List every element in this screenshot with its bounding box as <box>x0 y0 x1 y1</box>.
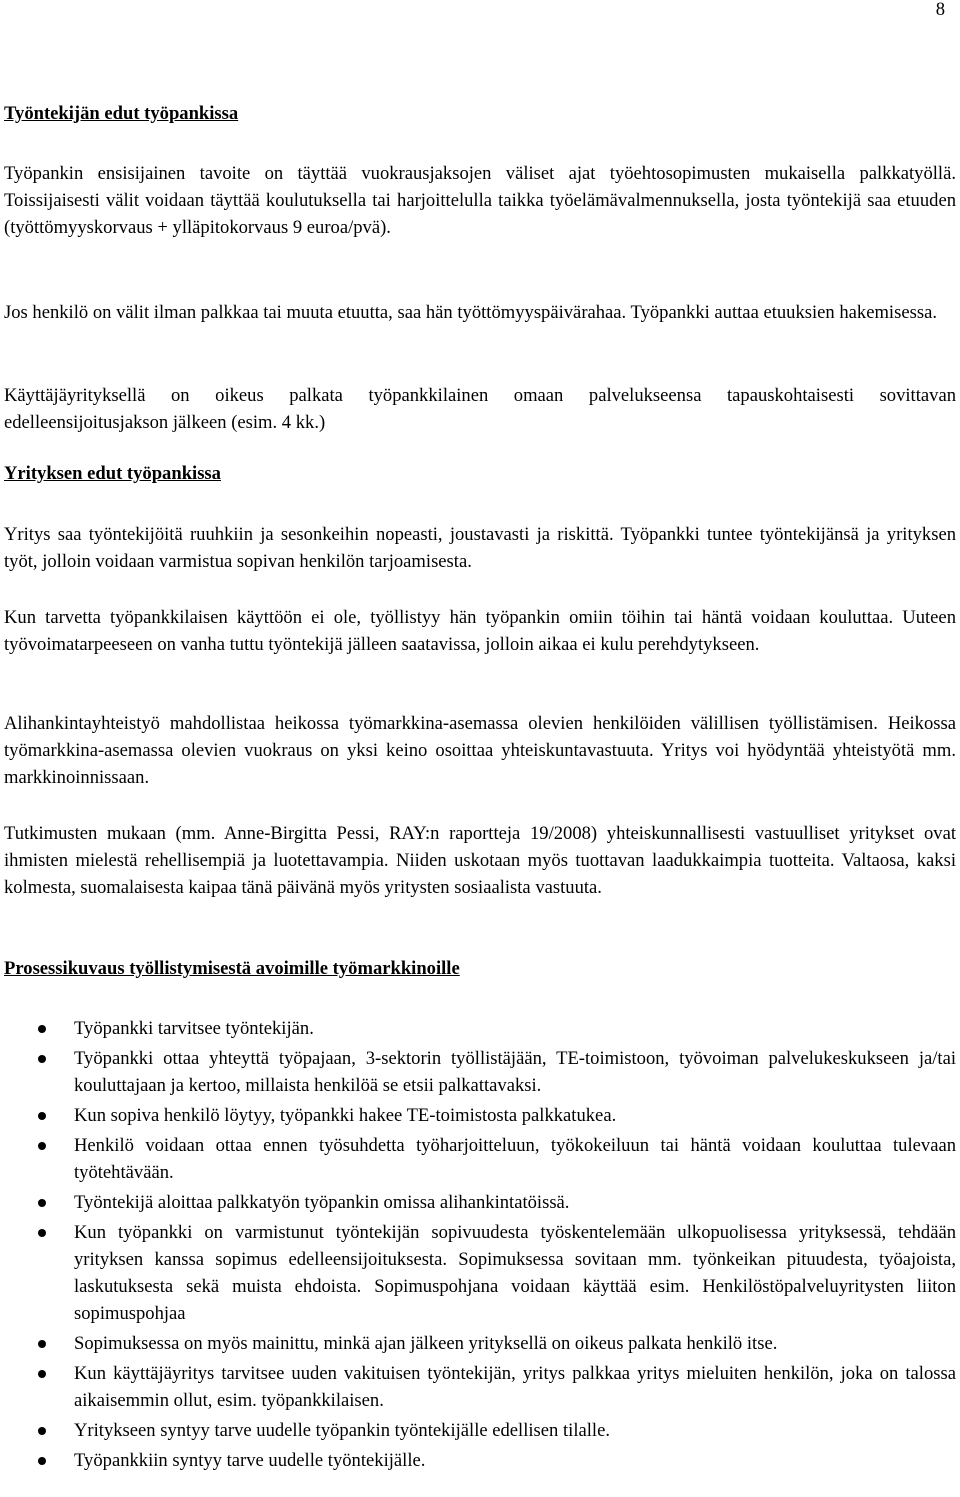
list-item <box>4 1189 956 1216</box>
bullet-icon <box>38 1142 46 1150</box>
bullet-icon <box>38 1370 46 1378</box>
list-item <box>4 1045 956 1099</box>
bullet-icon <box>38 1055 46 1063</box>
bullet-icon <box>38 1457 46 1465</box>
list-item <box>4 1447 956 1474</box>
bullet-icon <box>38 1025 46 1033</box>
list-item-text: Työntekijä aloittaa palkkatyön työpankin omissa alihankintatöissä. <box>74 1192 570 1213</box>
page-number: 8 <box>935 0 945 20</box>
paragraph-employee-hiring-right: Käyttäjäyrityksellä on oikeus palkata työpankkilainen omaan palvelukseensa tapauskohtaisesti sovittavan edelleensijoitusjakson jälkeen (esim. 4 kk.) <box>4 385 956 433</box>
list-item-text: Kun käyttäjäyritys tarvitsee uuden vakituisen työntekijän, yritys palkkaa yritys mieluiten henkilön, joka on talossa aikaisemmin ollut, esim. työpankkilaisen. <box>74 1363 956 1411</box>
list-item <box>4 1417 956 1444</box>
list-item <box>4 1132 956 1186</box>
paragraph-company-subcontracting: Alihankintayhteistyö mahdollistaa heikossa työmarkkina-asemassa olevien henkilöiden välillisen työllistämisen. Heikossa työmarkkina-asemassa olevien vuokraus on yksi keino osoittaa yhteiskuntavastuuta. Yritys voi hyödyntää yhteistyötä mm. markkinoinnissaan. <box>4 713 956 788</box>
bullet-icon <box>38 1199 46 1207</box>
list-item <box>4 1015 956 1042</box>
bullet-icon <box>38 1427 46 1435</box>
list-item-text: Työpankki ottaa yhteyttä työpajaan, 3-sektorin työllistäjään, TE-toimistoon, työvoiman palvelukeskukseen ja/tai kouluttajaan ja kertoo, millaista henkilöä se etsii palkattavaksi. <box>74 1048 956 1096</box>
section-heading-process: Prosessikuvaus työllistymisestä avoimille työmarkkinoille <box>4 958 460 979</box>
section-heading-employee-benefits: Työntekijän edut työpankissa <box>4 103 239 124</box>
paragraph-employee-goal: Työpankin ensisijainen tavoite on täyttää vuokrausjaksojen väliset ajat työehtosopimusten mukaisella palkkatyöllä. Toissijaisesti välit voidaan täyttää koulutuksella tai harjoittelulla taikka työelämävalmennuksella, josta työntekijä saa etuuden (työttömyyskorvaus + ylläpitokorvaus 9 euroa/pvä). <box>4 163 956 238</box>
paragraph-company-research: Tutkimusten mukaan (mm. Anne-Birgitta Pessi, RAY:n raportteja 19/2008) yhteiskunnallisesti vastuulliset yritykset ovat ihmisten mielestä rehellisempiä ja luotettavampia. Niiden uskotaan myös tuottavan laadukkaimpia tuotteita. Valtaosa, kaksi kolmesta, suomalaisesta kaipaa tänä päivänä myös yritysten sosiaalista vastuuta. <box>4 823 956 898</box>
list-item-text: Työpankki tarvitsee työntekijän. <box>74 1018 314 1039</box>
paragraph-company-flexibility: Yritys saa työntekijöitä ruuhkiin ja sesonkeihin nopeasti, joustavasti ja riskittä. Työpankki tuntee työntekijänsä ja yrityksen työt, jolloin voidaan varmistua sopivan henkilön tarjoamisesta. <box>4 524 956 572</box>
section-heading-company-benefits: Yrityksen edut työpankissa <box>4 463 221 484</box>
list-item <box>4 1219 956 1327</box>
paragraph-company-training: Kun tarvetta työpankkilaisen käyttöön ei ole, työllistyy hän työpankin omiin töihin tai häntä voidaan kouluttaa. Uuteen työvoimatarpeeseen on vanha tuttu työntekijä jälleen saatavissa, jolloin aikaa ei kulu perehdytykseen. <box>4 607 956 655</box>
paragraph-employee-unemployment: Jos henkilö on välit ilman palkkaa tai muuta etuutta, saa hän työttömyyspäivärahaa. Työpankki auttaa etuuksien hakemisessa. <box>4 302 937 323</box>
list-item-text: Henkilö voidaan ottaa ennen työsuhdetta työharjoitteluun, työkokeiluun tai häntä voidaan kouluttaa tulevaan työtehtävään. <box>74 1135 956 1183</box>
list-item-text: Kun sopiva henkilö löytyy, työpankki hakee TE-toimistosta palkkatukea. <box>74 1105 617 1126</box>
process-list <box>4 1015 956 1477</box>
list-item <box>4 1330 956 1357</box>
bullet-icon <box>38 1229 46 1237</box>
list-item-text: Yritykseen syntyy tarve uudelle työpankin työntekijälle edellisen tilalle. <box>74 1420 610 1441</box>
list-item-text: Sopimuksessa on myös mainittu, minkä ajan jälkeen yrityksellä on oikeus palkata henkilö itse. <box>74 1333 778 1354</box>
list-item <box>4 1102 956 1129</box>
bullet-icon <box>38 1340 46 1348</box>
list-item <box>4 1360 956 1414</box>
bullet-icon <box>38 1112 46 1120</box>
list-item-text: Työpankkiin syntyy tarve uudelle työntekijälle. <box>74 1450 426 1471</box>
list-item-text: Kun työpankki on varmistunut työntekijän sopivuudesta työskentelemään ulkopuolisessa yrityksessä, tehdään yrityksen kanssa sopimus edelleensijoituksesta. Sopimuksessa sovitaan mm. työnkeikan pituudesta, työajoista, laskutuksesta sekä muista ehdoista. Sopimuspohjana voidaan käyttää esim. Henkilöstöpalveluyritysten liiton sopimuspohjaa <box>74 1222 956 1324</box>
